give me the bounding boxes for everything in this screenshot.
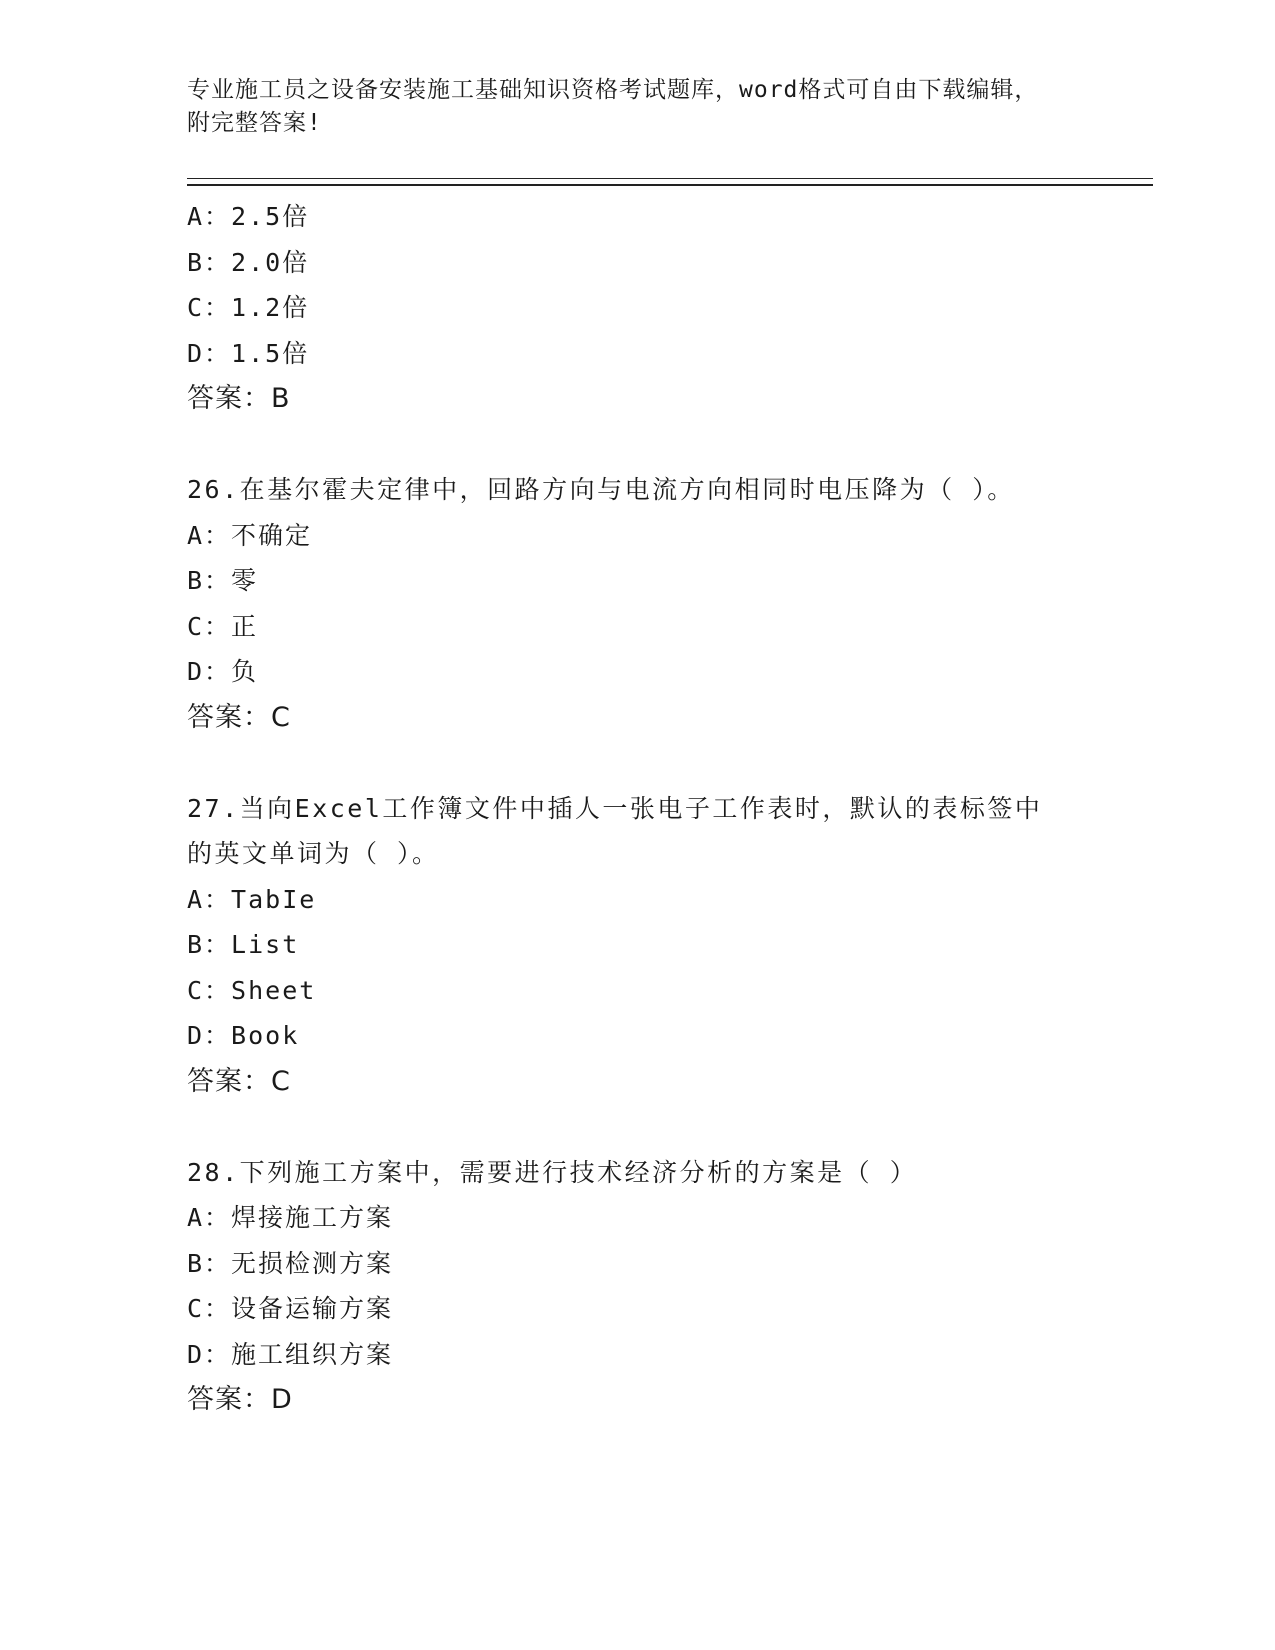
question-28 [187, 1150, 1147, 1423]
option-b: B：无损检测方案 [187, 1248, 394, 1278]
question-text: 26.在基尔霍夫定律中，回路方向与电流方向相同时电压降为（ ）。 [187, 475, 1015, 504]
header-divider [187, 178, 1153, 186]
spacer [187, 1104, 1147, 1150]
header-line-2: 附完整答案! [187, 110, 322, 136]
spacer [187, 422, 1147, 468]
answer: 答案：B [187, 383, 291, 414]
option-c: C：Sheet [187, 975, 317, 1005]
option-d: D：Book [187, 1021, 300, 1050]
option-c: C：正 [187, 611, 259, 641]
option-a: A：焊接施工方案 [187, 1203, 394, 1232]
option-b: B：List [187, 930, 300, 959]
answer: 答案：C [187, 1065, 291, 1097]
question-text-line-2: 的英文单词为（ ）。 [187, 839, 440, 868]
option-a: A：2.5倍 [187, 202, 310, 231]
option-b: B：零 [187, 566, 259, 595]
option-d: D：负 [187, 657, 259, 686]
option-a: A：不确定 [187, 520, 313, 550]
question-list [187, 194, 1147, 1423]
answer: 答案：D [187, 1384, 293, 1415]
header-line-1: 专业施工员之设备安装施工基础知识资格考试题库，word格式可自由下载编辑， [187, 77, 1039, 103]
spacer [187, 740, 1147, 786]
option-c: C：1.2倍 [187, 293, 310, 322]
option-d: D：施工组织方案 [187, 1339, 394, 1369]
answer: 答案：C [187, 701, 291, 733]
question-text: 28.下列施工方案中，需要进行技术经济分析的方案是（ ） [187, 1157, 918, 1187]
question-27 [187, 786, 1147, 1105]
question-text-line-1: 27.当向Excel工作簿文件中插人一张电子工作表时，默认的表标签中 [187, 793, 1043, 823]
option-a: A：TabIe [187, 884, 317, 914]
option-d: D：1.5倍 [187, 338, 310, 368]
option-c: C：设备运输方案 [187, 1294, 394, 1323]
page-header [187, 74, 1087, 140]
question-25 [187, 194, 1147, 422]
question-26 [187, 467, 1147, 740]
option-b: B：2.0倍 [187, 247, 310, 277]
